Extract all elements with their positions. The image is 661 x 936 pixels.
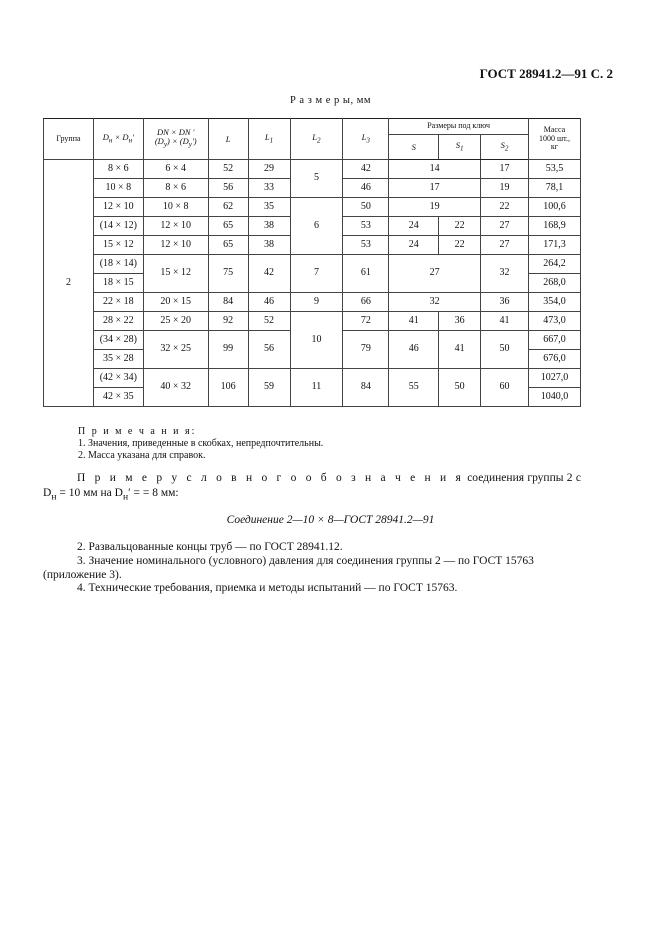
cell-s1: 41 bbox=[439, 331, 481, 369]
cell-l3: 53 bbox=[343, 217, 389, 236]
cell-mass: 354,0 bbox=[528, 293, 580, 312]
cell-s1: 22 bbox=[439, 236, 481, 255]
clauses bbox=[43, 541, 581, 596]
cell-l: 106 bbox=[208, 369, 248, 407]
cell-l: 62 bbox=[208, 198, 248, 217]
cell-dy: 25 × 20 bbox=[143, 312, 208, 331]
cell-s2: 60 bbox=[481, 369, 529, 407]
cell-l1: 29 bbox=[248, 160, 290, 179]
header-s: S bbox=[389, 135, 439, 160]
cell-s1: 36 bbox=[439, 312, 481, 331]
cell-l: 65 bbox=[208, 217, 248, 236]
table-row bbox=[44, 293, 581, 312]
cell-dy: 40 × 32 bbox=[143, 369, 208, 407]
cell-l3: 42 bbox=[343, 160, 389, 179]
cell-l3: 53 bbox=[343, 236, 389, 255]
cell-mass: 667,0 bbox=[528, 331, 580, 350]
cell-l3: 84 bbox=[343, 369, 389, 407]
cell-dn: (18 × 14) bbox=[93, 255, 143, 274]
cell-s: 24 bbox=[389, 217, 439, 236]
table-row bbox=[44, 198, 581, 217]
cell-dn: 22 × 18 bbox=[93, 293, 143, 312]
cell-dn: 28 × 22 bbox=[93, 312, 143, 331]
cell-dy: 10 × 8 bbox=[143, 198, 208, 217]
cell-dy: 32 × 25 bbox=[143, 331, 208, 369]
cell-l3: 50 bbox=[343, 198, 389, 217]
cell-dy: 12 × 10 bbox=[143, 217, 208, 236]
cell-dn: (34 × 28) bbox=[93, 331, 143, 350]
header-key-sizes: Размеры под ключ bbox=[389, 119, 529, 135]
clause-item: 4. Технические требования, приемка и методы испытаний — по ГОСТ 15763. bbox=[77, 582, 458, 595]
cell-s2: 36 bbox=[481, 293, 529, 312]
cell-l2: 5 bbox=[290, 160, 343, 198]
example-label: П р и м е р у с л о в н о г о о б о з н а ч е н и я bbox=[77, 472, 464, 484]
header-l3: $L_3$ bbox=[343, 119, 389, 160]
cell-s: 41 bbox=[389, 312, 439, 331]
cell-s: 32 bbox=[389, 293, 481, 312]
cell-l2: 7 bbox=[290, 255, 343, 293]
cell-dn: 10 × 8 bbox=[93, 179, 143, 198]
cell-s: 17 bbox=[389, 179, 481, 198]
cell-dy: 12 × 10 bbox=[143, 236, 208, 255]
cell-dy: 8 × 6 bbox=[143, 179, 208, 198]
cell-l2: 6 bbox=[290, 198, 343, 255]
cell-l3: 46 bbox=[343, 179, 389, 198]
cell-l1: 38 bbox=[248, 236, 290, 255]
cell-dn: 18 × 15 bbox=[93, 274, 143, 293]
cell-dn: 35 × 28 bbox=[93, 350, 143, 369]
table-row bbox=[44, 255, 581, 274]
cell-l1: 59 bbox=[248, 369, 290, 407]
cell-mass: 676,0 bbox=[528, 350, 580, 369]
cell-s2: 17 bbox=[481, 160, 529, 179]
dimensions-table bbox=[43, 118, 581, 407]
header-dn: $D_н \times D_н'$ bbox=[93, 119, 143, 160]
cell-s2: 22 bbox=[481, 198, 529, 217]
header-s1: $S_1$ bbox=[439, 135, 481, 160]
page-header: ГОСТ 28941.2—91 С. 2 bbox=[479, 66, 613, 81]
table-caption: Р а з м е р ы, мм bbox=[289, 95, 372, 106]
cell-dn: 42 × 35 bbox=[93, 388, 143, 407]
cell-s: 27 bbox=[389, 255, 481, 293]
header-mass: Масса 1000 шт., кг bbox=[528, 119, 580, 160]
cell-mass: 268,0 bbox=[528, 274, 580, 293]
cell-s1: 22 bbox=[439, 217, 481, 236]
example-paragraph bbox=[43, 471, 581, 504]
header-l2: $L_2$ bbox=[290, 119, 343, 160]
cell-l: 99 bbox=[208, 331, 248, 369]
notes-title: П р и м е ч а н и я: bbox=[78, 426, 197, 437]
cell-dn: 8 × 6 bbox=[93, 160, 143, 179]
cell-l1: 46 bbox=[248, 293, 290, 312]
cell-s2: 27 bbox=[481, 217, 529, 236]
cell-l: 92 bbox=[208, 312, 248, 331]
cell-dy: 20 × 15 bbox=[143, 293, 208, 312]
cell-l2: 10 bbox=[290, 312, 343, 369]
group-cell: 2 bbox=[44, 160, 94, 407]
cell-mass: 78,1 bbox=[528, 179, 580, 198]
cell-l: 65 bbox=[208, 236, 248, 255]
cell-mass: 100,6 bbox=[528, 198, 580, 217]
header-group: Группа bbox=[44, 119, 94, 160]
note-item: 2. Масса указана для справок. bbox=[78, 450, 206, 461]
cell-l1: 35 bbox=[248, 198, 290, 217]
cell-l1: 33 bbox=[248, 179, 290, 198]
cell-l: 84 bbox=[208, 293, 248, 312]
cell-l: 52 bbox=[208, 160, 248, 179]
cell-s2: 27 bbox=[481, 236, 529, 255]
cell-mass: 1040,0 bbox=[528, 388, 580, 407]
cell-l3: 61 bbox=[343, 255, 389, 293]
table-row bbox=[44, 369, 581, 388]
cell-l1: 38 bbox=[248, 217, 290, 236]
table-row bbox=[44, 312, 581, 331]
cell-mass: 264,2 bbox=[528, 255, 580, 274]
cell-l3: 66 bbox=[343, 293, 389, 312]
clause-item: 2. Развальцованные концы труб — по ГОСТ 28941.12. bbox=[77, 541, 343, 553]
cell-s: 24 bbox=[389, 236, 439, 255]
cell-l: 56 bbox=[208, 179, 248, 198]
cell-l2: 9 bbox=[290, 293, 343, 312]
cell-mass: 1027,0 bbox=[528, 369, 580, 388]
cell-l1: 56 bbox=[248, 331, 290, 369]
cell-s2: 19 bbox=[481, 179, 529, 198]
cell-s2: 50 bbox=[481, 331, 529, 369]
cell-l2: 11 bbox=[290, 369, 343, 407]
cell-l: 75 bbox=[208, 255, 248, 293]
table-row bbox=[44, 160, 581, 179]
cell-dy: 15 × 12 bbox=[143, 255, 208, 293]
cell-dn: (14 × 12) bbox=[93, 217, 143, 236]
cell-dy: 6 × 4 bbox=[143, 160, 208, 179]
cell-dn: 15 × 12 bbox=[93, 236, 143, 255]
header-dn-dy: DN × DN ′ $(D_у) \times (D_у')$ bbox=[143, 119, 208, 160]
cell-mass: 53,5 bbox=[528, 160, 580, 179]
clause-item: 3. Значение номинального (условного) давления для соединения группы 2 — по ГОСТ 15763 (приложение 3). bbox=[43, 554, 534, 581]
header-l: L bbox=[208, 119, 248, 160]
cell-s2: 41 bbox=[481, 312, 529, 331]
example-text: соединения группы 2 с $D_н = 10$ мм на $D_н'$ = = 8 мм: bbox=[43, 472, 582, 503]
cell-s: 46 bbox=[389, 331, 439, 369]
cell-s: 55 bbox=[389, 369, 439, 407]
notes bbox=[78, 426, 323, 462]
cell-l3: 79 bbox=[343, 331, 389, 369]
cell-s1: 50 bbox=[439, 369, 481, 407]
cell-dn: 12 × 10 bbox=[93, 198, 143, 217]
cell-s2: 32 bbox=[481, 255, 529, 293]
cell-l1: 52 bbox=[248, 312, 290, 331]
header-l1: $L_1$ bbox=[248, 119, 290, 160]
cell-l1: 42 bbox=[248, 255, 290, 293]
cell-dn: (42 × 34) bbox=[93, 369, 143, 388]
cell-s: 14 bbox=[389, 160, 481, 179]
cell-mass: 168,9 bbox=[528, 217, 580, 236]
note-item: 1. Значения, приведенные в скобках, непредпочтительны. bbox=[78, 438, 324, 449]
example-designation: Соединение 2—10 × 8—ГОСТ 28941.2—91 bbox=[226, 514, 435, 526]
header-s2: $S_2$ bbox=[481, 135, 529, 160]
cell-mass: 473,0 bbox=[528, 312, 580, 331]
cell-l3: 72 bbox=[343, 312, 389, 331]
cell-mass: 171,3 bbox=[528, 236, 580, 255]
cell-s: 19 bbox=[389, 198, 481, 217]
